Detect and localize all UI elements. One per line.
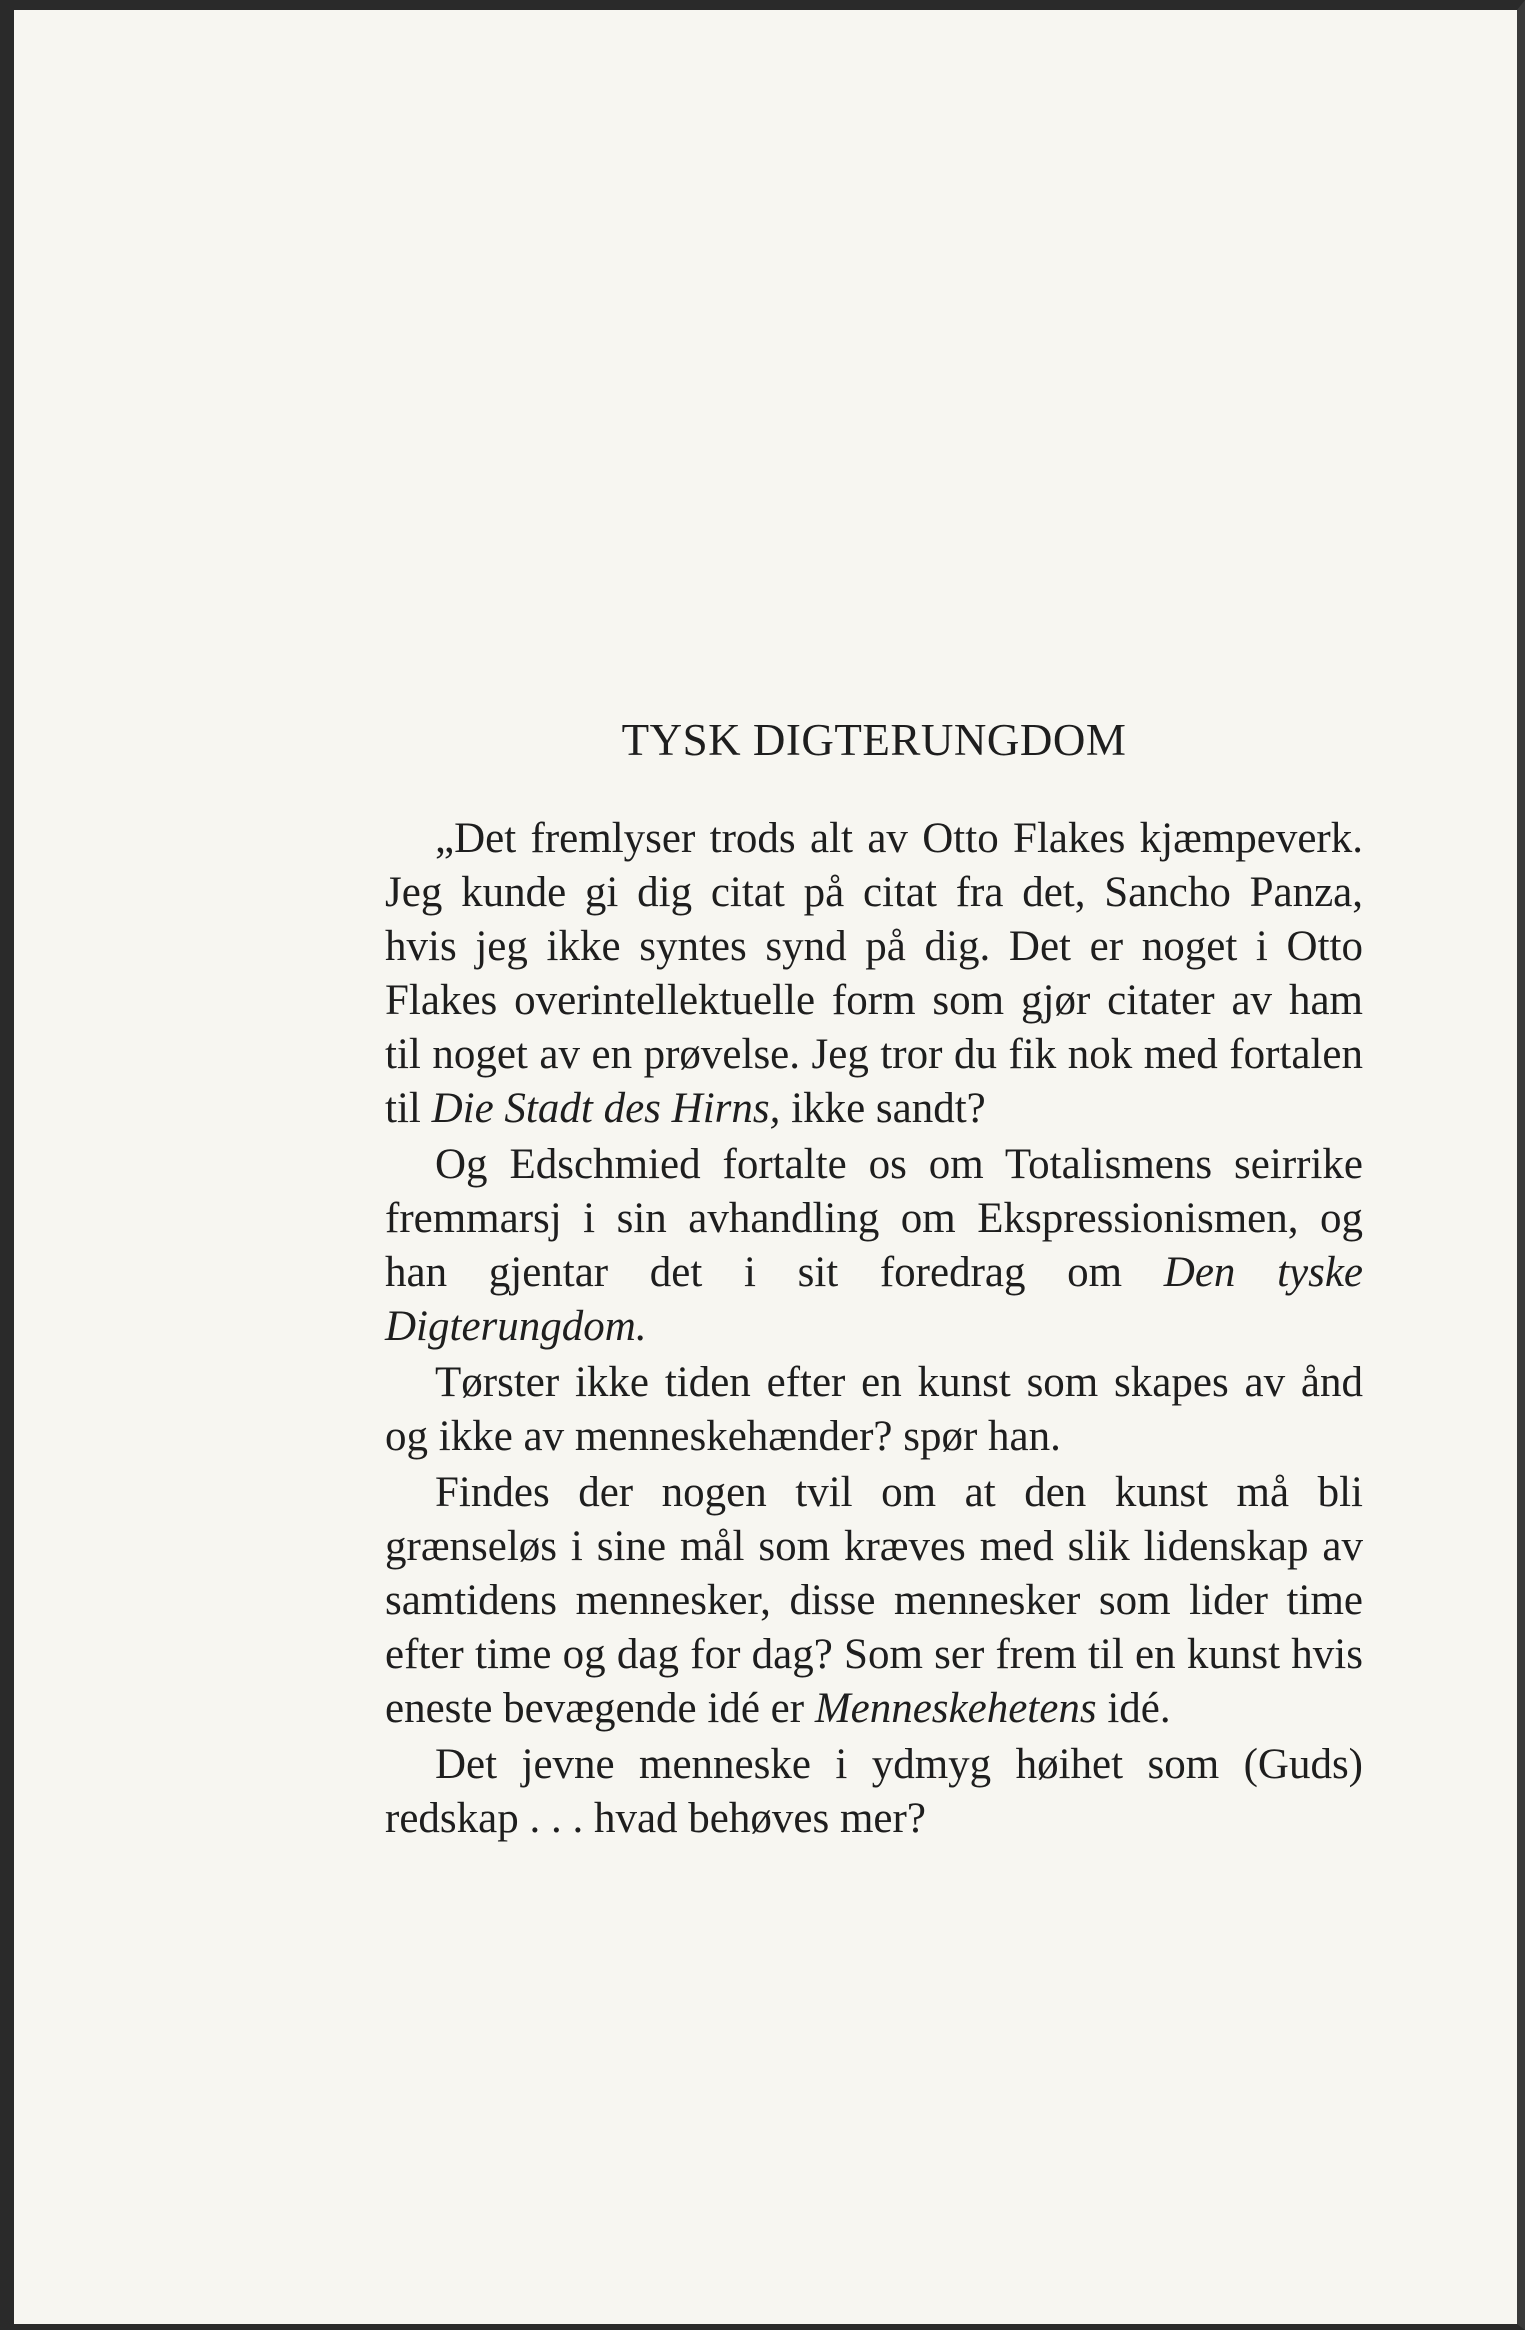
page-content — [385, 710, 1363, 1848]
text-run: Findes der nogen tvil om at den kunst må bli grænseløs i sine mål som kræves med slik lidenskap av samtidens mennesker, disse mennesker som lider time efter time og dag for dag? Som ser frem til en kunst hvis eneste bevægende idé er — [385, 1469, 1363, 1732]
body-text — [385, 812, 1363, 1846]
chapter-title: TYSK DIGTERUNGDOM — [621, 715, 1127, 765]
text-run: Tørster ikke tiden efter en kunst som skapes av ånd og ikke av menneskehænder? spør han. — [385, 1359, 1363, 1460]
paragraph — [385, 1738, 1363, 1846]
italic-title: Den tyske Digterungdom. — [385, 1249, 1363, 1350]
text-run: „Det fremlyser trods alt av Otto Flakes kjæmpeverk. Jeg kunde gi dig citat på citat fra det, Sancho Panza, hvis jeg ikke syntes synd på dig. Det er noget i Otto Flakes overintellektuelle form som gjør citater av ham til noget av en prøvelse. Jeg tror du fik nok med fortalen til — [385, 815, 1363, 1132]
paragraph — [385, 812, 1363, 1136]
text-run: Og Edschmied fortalte os om Totalismens seirrike fremmarsj i sin avhandling om Ekspressionismen, og han gjentar det i sit foredrag om — [385, 1141, 1363, 1296]
text-run: Det jevne menneske i ydmyg høihet som (Guds) redskap . . . hvad behøves mer? — [385, 1741, 1363, 1842]
italic-title: Die Stadt des Hirns, — [431, 1085, 781, 1132]
paragraph — [385, 1138, 1363, 1354]
paragraph — [385, 1356, 1363, 1464]
italic-title: Menneskehetens — [814, 1685, 1097, 1732]
paragraph — [385, 1466, 1363, 1736]
text-run: idé. — [1096, 1685, 1171, 1732]
text-run: ikke sandt? — [780, 1085, 986, 1132]
